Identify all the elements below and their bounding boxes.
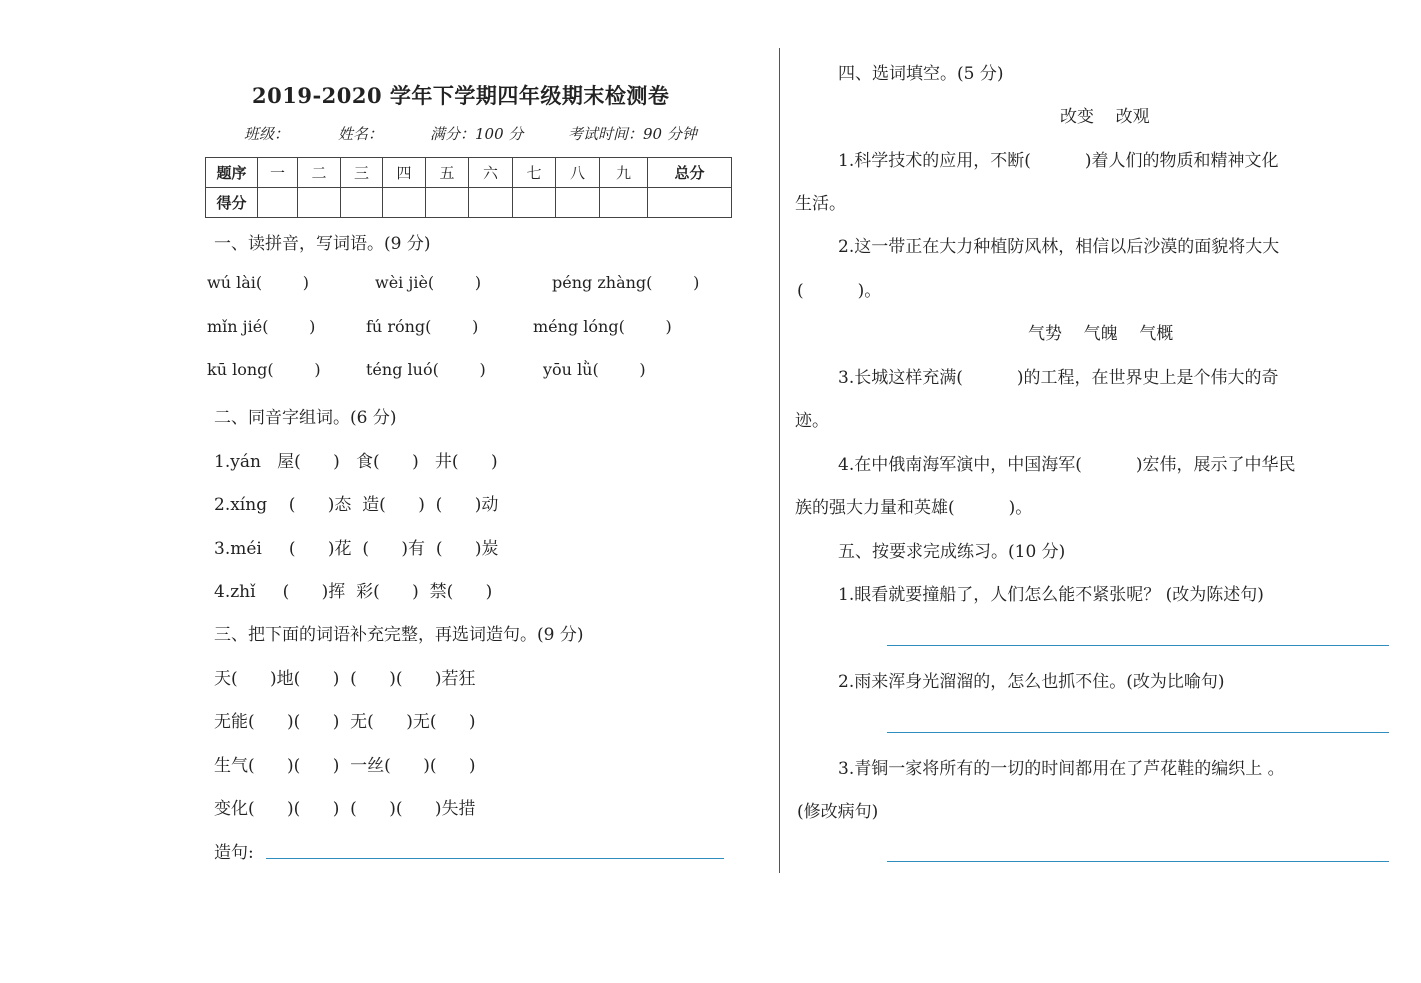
- score-cell[interactable]: [648, 188, 732, 218]
- q5-3-answer-line[interactable]: [887, 861, 1389, 862]
- pinyin-item: péng zhàng( ): [552, 273, 700, 292]
- q4-4-line2: 族的强大力量和英雄( )。: [795, 498, 1033, 518]
- q5-2-answer-line[interactable]: [887, 732, 1389, 733]
- pinyin-item: fú róng( ): [366, 317, 479, 336]
- col-total: 总分: [648, 158, 732, 188]
- score-cell[interactable]: [600, 188, 648, 218]
- pinyin-item: wú lài( ): [207, 273, 310, 292]
- sentence-label: 造句:: [214, 843, 254, 863]
- pinyin-item: wèi jiè( ): [375, 273, 482, 292]
- idiom-line: 无能( )( ) 无( )无( ): [214, 712, 476, 732]
- homophone-line: 1.yán 屋( ) 食( ) 井( ): [214, 452, 498, 472]
- q4-1-line1: 1.科学技术的应用，不断( )着人们的物质和精神文化: [838, 151, 1279, 171]
- exam-time: 考试时间：90 分钟: [568, 125, 697, 143]
- q5-1-answer-line[interactable]: [887, 645, 1389, 646]
- q4-2-line1: 2.这一带正在大力种植防风林，相信以后沙漠的面貌将大大: [838, 237, 1280, 257]
- col-8: 八: [556, 158, 600, 188]
- pinyin-item: mǐn jié( ): [207, 317, 316, 336]
- q4-3-line2: 迹。: [795, 411, 829, 431]
- q4-4-line1: 4.在中俄南海军演中，中国海军( )宏伟，展示了中华民: [838, 455, 1296, 475]
- score-cell[interactable]: [341, 188, 383, 218]
- section1-heading: 一、读拼音，写词语。(9 分): [214, 234, 431, 254]
- idiom-line: 生气( )( ) 一丝( )( ): [214, 756, 476, 776]
- row-label-score: 得分: [206, 188, 258, 218]
- full-score: 满分：100 分: [430, 125, 524, 143]
- score-cell[interactable]: [426, 188, 469, 218]
- col-6: 六: [469, 158, 513, 188]
- q5-1: 1.眼看就要撞船了，人们怎么能不紧张呢？ (改为陈述句): [838, 585, 1264, 605]
- word-choices-1: 改变 改观: [1060, 107, 1150, 127]
- homophone-line: 4.zhǐ ( )挥 彩( ) 禁( ): [214, 582, 493, 602]
- section5-heading: 五、按要求完成练习。(10 分): [838, 542, 1066, 562]
- score-cell[interactable]: [298, 188, 341, 218]
- idiom-line: 变化( )( ) ( )( )失措: [214, 799, 476, 819]
- col-9: 九: [600, 158, 648, 188]
- col-7: 七: [513, 158, 556, 188]
- col-5: 五: [426, 158, 469, 188]
- pinyin-item: téng luó( ): [366, 360, 486, 379]
- q4-3-line1: 3.长城这样充满( )的工程，在世界史上是个伟大的奇: [838, 368, 1279, 388]
- col-3: 三: [341, 158, 383, 188]
- pinyin-item: kū long( ): [207, 360, 321, 379]
- score-table-score-row: [206, 188, 732, 218]
- score-table: [205, 157, 732, 218]
- score-cell[interactable]: [513, 188, 556, 218]
- pinyin-item: yōu lǜ( ): [543, 360, 646, 379]
- section4-heading: 四、选词填空。(5 分): [838, 64, 1004, 84]
- homophone-line: 2.xíng ( )态 造( ) ( )动: [214, 495, 499, 515]
- page-title: 2019-2020 学年下学期四年级期末检测卷: [252, 83, 670, 108]
- row-label-order: 题序: [206, 158, 258, 188]
- name-label: 姓名：: [338, 125, 384, 143]
- col-2: 二: [298, 158, 341, 188]
- class-label: 班级：: [244, 125, 290, 143]
- idiom-line: 天( )地( ) ( )( )若狂: [214, 669, 476, 689]
- score-cell[interactable]: [383, 188, 426, 218]
- q5-2: 2.雨来浑身光溜溜的，怎么也抓不住。(改为比喻句): [838, 672, 1225, 692]
- col-1: 一: [258, 158, 298, 188]
- score-table-header-row: [206, 158, 732, 188]
- score-cell[interactable]: [556, 188, 600, 218]
- q5-3-line1: 3.青铜一家将所有的一切的时间都用在了芦花鞋的编织上 。: [838, 759, 1285, 779]
- col-4: 四: [383, 158, 426, 188]
- q4-2-line2: ( )。: [797, 281, 882, 301]
- score-cell[interactable]: [469, 188, 513, 218]
- q4-1-line2: 生活。: [795, 194, 846, 214]
- score-cell[interactable]: [258, 188, 298, 218]
- section3-heading: 三、把下面的词语补充完整，再选词造句。(9 分): [214, 625, 584, 645]
- homophone-line: 3.méi ( )花 ( )有 ( )炭: [214, 539, 499, 559]
- column-divider: [779, 48, 780, 873]
- q5-3-line2: (修改病句): [797, 802, 879, 822]
- section2-heading: 二、同音字组词。(6 分): [214, 408, 397, 428]
- sentence-answer-line[interactable]: [266, 858, 724, 859]
- word-choices-2: 气势 气魄 气概: [1028, 324, 1174, 344]
- pinyin-item: méng lóng( ): [533, 317, 672, 336]
